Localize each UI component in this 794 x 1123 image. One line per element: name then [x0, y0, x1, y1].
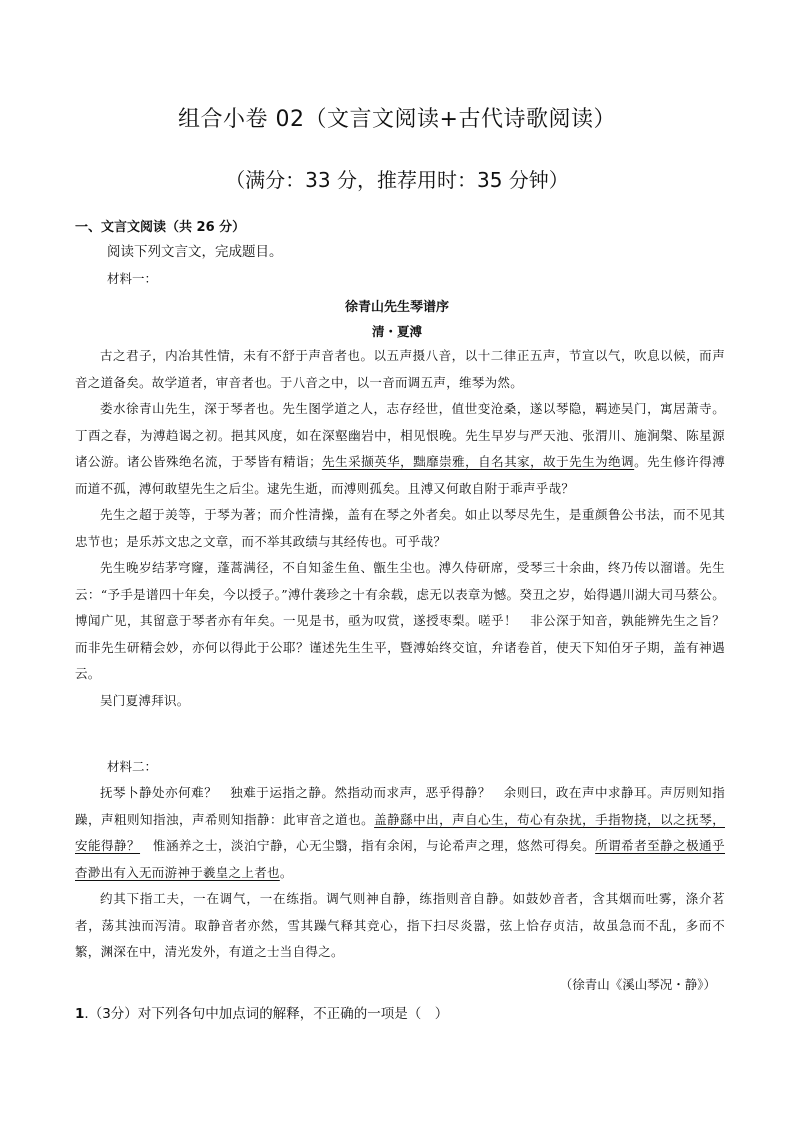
question-text: .（3分）对下列各句中加点词的解释，不正确的一项是（ ）: [84, 1006, 449, 1022]
underlined-sentence: 盖静繇中出，声自心生，苟心有杂扰，手指物挠，以之抚琴，安能得静？: [75, 811, 725, 853]
page-title: 组合小卷 02（文言文阅读+古代诗歌阅读）: [178, 107, 616, 132]
paragraph-text: 。先生修许得溥而道不孤，溥何敢望先生之后尘。逮先生逝，而溥则孤矣。且溥又何敢自附于乖声乎哉？: [75, 454, 725, 496]
material2-paragraph-2: 约其下指工夫，一在调气，一在练指。调气则神自静，练指则音自静。如鼓妙音者，含其烟而吐雾，涤介茗者，荡其浊而泻清。取静音者亦然，雪其躁气释其竞心，指下扫尽炎嚣，弦上恰存贞洁，故虽急而不乱，多而不繁，渊深在中，清光发外，有道之士当自得之。: [75, 891, 725, 959]
reading-instruction: 阅读下列文言文，完成题目。: [107, 244, 283, 260]
material1-paragraph-3: 先生之超于羙等，于琴为著；而介性清操，盖有在琴之外者矣。如止以琴尽先生，是重颜鲁公书法，而不见其忠节也；是乐苏文忠之文章，而不举其政绩与其经传也。可乎哉？: [75, 507, 725, 549]
material2-paragraph-1: [75, 780, 725, 886]
question-1: [75, 1002, 448, 1022]
page-subtitle: （满分：33 分，推荐用时：35 分钟）: [225, 168, 569, 192]
source-citation: （徐青山《溪山琴况・静》）: [559, 977, 716, 992]
underlined-sentence: 先生采撷英华，黜靡崇雅，自名其家，故于先生为绝调: [321, 454, 635, 469]
section-heading: 一、文言文阅读（共 26 分）: [75, 220, 246, 235]
paragraph-text: 。: [279, 864, 293, 880]
material1-text: [75, 343, 738, 714]
paragraph-text: 娄水徐青山先生，深于琴者也。先生图学道之人，志存经世，值世变沧桑，遂以琴隐，羁迹吴门，寓居萧寺。丁酉之春，为溥趋谒之初。挹其风度，如在深壑幽岩中，相见恨晚。先生早岁与严天池、张渭川、施涧槃、陈星源诸公游。诸公皆殊绝名流，于琴皆有精诣；: [75, 401, 725, 469]
article-title: 徐青山先生琴谱序: [344, 300, 449, 315]
paragraph-text: 惟涵养之士，淡泊宁静，心无尘翳，指有余闲，与论希声之理，悠然可得矣。: [140, 838, 596, 853]
material2-text: [75, 780, 725, 966]
question-number: 1: [75, 1006, 85, 1022]
material1-label: 材料一：: [107, 271, 158, 286]
material1-signature: 吴门夏溥拜识。: [100, 692, 190, 708]
material1-paragraph-1: 古之君子，内冶其性情，未有不舒于声音者也。以五声摄八音，以十二律正五声，节宣以气，吹息以候，而声音之道备矣。故学道者，审音者也。于八音之中，以一音而调五声，维琴为然。: [75, 348, 725, 390]
material1-paragraph-4: 先生晚岁结茅穹窿，蓬蒿满径，不自知釜生鱼、甑生尘也。溥久侍研席，受琴三十余曲，终乃传以溜谱。先生云：“予手是谱四十年矣，今以授子。”溥什袭珍之十有余载，虑无以表章为憾。癸丑之岁，始得遇川湖大司马蔡公。博闻广见，其留意于琴者亦有年矣。一见是书，亟为叹赏，遂授枣梨。嗟乎！ 非公深于知音，孰能辨先生之旨？ 而非先生研精会妙，亦何以得此于公耶？谨述先生生平，暨溥始终交谊，弁诸卷首，使天下知伯牙子期，盖有神遇云。: [75, 560, 738, 681]
paragraph-text: 抚琴卜静处亦何难？ 独难于运指之静。然指动而求声，恶乎得静？ 余则曰，政在声中求静耳。声厉则知指躁，声粗则知指浊，声希则知指静：此审音之道也。: [75, 785, 725, 827]
material1-paragraph-2: [75, 396, 725, 502]
underlined-sentence: 所谓希者至静之极通乎杳渺出有入无而游神于羲皇之上者也: [75, 838, 725, 880]
article-author: 清・夏溥: [371, 324, 422, 339]
material2-label: 材料二：: [107, 759, 158, 774]
